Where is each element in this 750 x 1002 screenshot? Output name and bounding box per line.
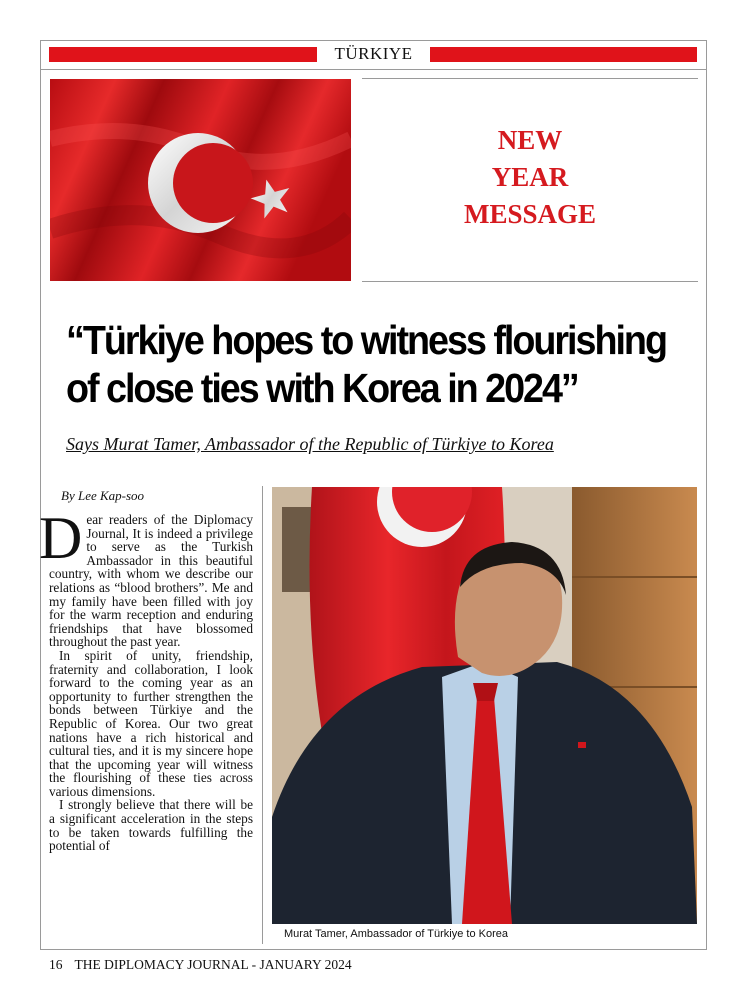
paragraph-3: I strongly believe that there will be a significant acceleration in the steps to be taken towards fulfilling the potential of [49,797,253,854]
banner-rule-bottom [362,281,698,282]
headline-line-2: of close ties with Korea in 2024” [66,365,578,411]
article-body [39,505,253,854]
photo-caption: Murat Tamer, Ambassador of Türkiye to Korea [284,928,508,940]
header-bar-right [430,47,697,62]
turkish-flag-image [50,79,351,281]
banner-line-1: NEW [497,125,563,155]
article-headline [66,316,673,412]
drop-cap: D [39,505,83,571]
banner-line-2: YEAR [491,162,569,192]
headline-line-1: “Türkiye hopes to witness flourishing [66,317,666,363]
header-rule [40,69,707,70]
publication-name: THE DIPLOMACY JOURNAL - JANUARY 2024 [74,957,352,972]
banner-line-3: MESSAGE [463,199,597,229]
paragraph-2: In spirit of unity, friendship, fraternity and collaboration, I look forward to the coming year as an opportunity to further strengthen the bonds between Türkiye and the Republic of Korea. Our two great nations have a rich historical and cultural ties, and it is my sincere hope that the upcoming year will witness the flourishing of these ties across various dimensions. [49,647,253,799]
header-bar-left [49,47,317,62]
ambassador-portrait-icon [272,487,697,924]
article-subhead: Says Murat Tamer, Ambassador of the Republic of Türkiye to Korea [66,434,554,454]
new-year-banner [362,122,698,233]
ambassador-photo [272,487,697,924]
column-divider [262,486,263,944]
page-footer [49,957,352,973]
flag-icon [50,79,351,281]
byline: By Lee Kap-soo [61,488,145,503]
paragraph-1: ear readers of the Diplomacy Journal, It is indeed a privilege to serve as the Turkish Ambassador in this beautiful country, with whom we describe our relations as “blood brothers”. Me and my family have been filled with joy for the warm reception and enduring friendships that have blossomed throughout the past year. [49,512,253,650]
banner-rule-top [362,78,698,79]
section-label: TÜRKIYE [334,44,413,63]
page-number: 16 [49,957,63,972]
